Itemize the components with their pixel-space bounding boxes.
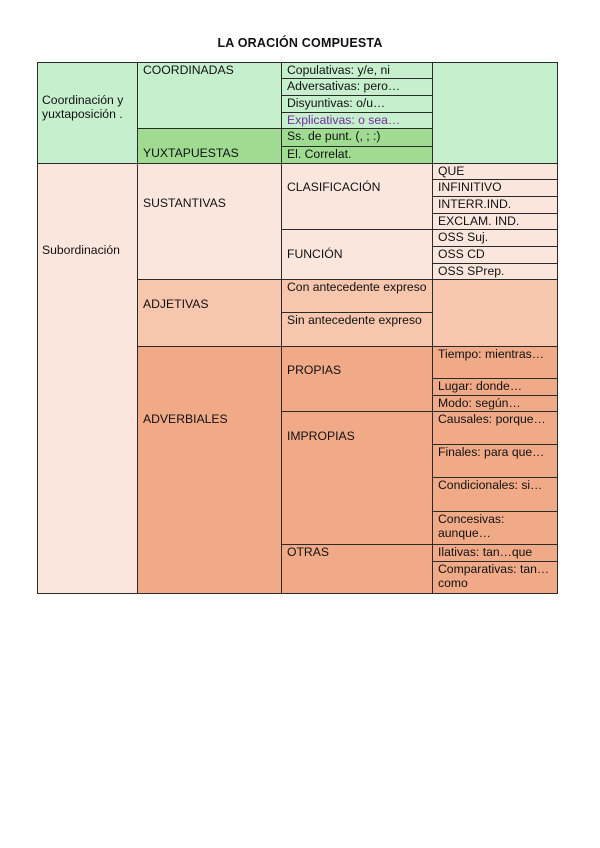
adjetivas-label: ADJETIVAS [143, 297, 209, 311]
row-divider [138, 279, 558, 280]
column-divider [432, 62, 433, 594]
coordinadas-label: COORDINADAS [143, 63, 234, 77]
row-divider [433, 378, 558, 379]
row-divider [138, 346, 558, 347]
clasificacion-item: EXCLAM. IND. [433, 213, 558, 229]
row-divider [282, 112, 433, 113]
otras-cell [282, 544, 433, 594]
otra-item: Ilativas: tan…que [433, 544, 558, 561]
table-border [557, 62, 558, 594]
coordinacion-cell [37, 62, 138, 163]
row-divider [282, 78, 433, 79]
impropias-label: IMPROPIAS [287, 429, 355, 443]
clasificacion-item: QUE [433, 163, 558, 179]
yuxtapuestas-cell [138, 128, 282, 163]
row-divider [282, 95, 433, 96]
coordinada-item: Copulativas: y/e, ni [282, 62, 433, 78]
adverbiales-label: ADVERBIALES [143, 412, 228, 426]
subordinacion-label: Subordinación [42, 243, 120, 257]
row-divider [37, 163, 558, 164]
adjetiva-item: Con antecedente expreso [282, 279, 433, 312]
page-title: LA ORACIÓN COMPUESTA [217, 36, 383, 50]
impropia-item: Causales: porque… [433, 411, 558, 444]
coordinacion-label: Coordinación y yuxtaposición . [42, 93, 124, 121]
propias-label: PROPIAS [287, 363, 342, 377]
yuxtapuesta-item: El. Correlat. [282, 146, 433, 163]
coordinadas-cell [138, 62, 282, 128]
propia-item: Lugar: donde… [433, 378, 558, 395]
coordinada-item-explicativas: Explicativas: o sea… [282, 112, 433, 128]
row-divider [433, 444, 558, 445]
impropias-cell [282, 411, 433, 544]
propia-item: Modo: según… [433, 395, 558, 411]
coordinada-item: Adversativas: pero… [282, 78, 433, 95]
clasificacion-item: INTERR.IND. [433, 196, 558, 213]
row-divider [433, 511, 558, 512]
column-divider [281, 62, 282, 594]
clasificacion-cell [282, 163, 433, 229]
row-divider [282, 229, 558, 230]
otras-label: OTRAS [287, 545, 329, 559]
propia-item: Tiempo: mientras… [433, 346, 558, 378]
row-divider [433, 395, 558, 396]
adjetivas-blank-cell [433, 279, 558, 346]
row-divider [138, 128, 433, 129]
impropia-item: Concesivas: aunque… [433, 511, 558, 544]
funcion-item: OSS SPrep. [433, 263, 558, 279]
sustantivas-cell [138, 163, 282, 279]
clasificacion-item: INFINITIVO [433, 179, 558, 196]
table-border [37, 593, 558, 594]
row-divider [282, 544, 558, 545]
adjetiva-item: Sin antecedente expreso [282, 312, 433, 346]
row-divider [282, 411, 558, 412]
funcion-item: OSS Suj. [433, 229, 558, 246]
otra-item: Comparativas: tan…como [433, 561, 558, 594]
row-divider [433, 263, 558, 264]
column-divider [137, 62, 138, 594]
clasificacion-label: CLASIFICACIÓN [287, 180, 381, 194]
table-border [37, 62, 38, 594]
coordinacion-blank-cell [433, 62, 558, 163]
row-divider [433, 196, 558, 197]
yuxtapuestas-label: YUXTAPUESTAS [143, 146, 239, 160]
row-divider [433, 477, 558, 478]
table-border [37, 62, 558, 63]
yuxtapuesta-item: Ss. de punt. (, ; :) [282, 128, 433, 146]
row-divider [433, 561, 558, 562]
propias-cell [282, 346, 433, 411]
funcion-item: OSS CD [433, 246, 558, 263]
row-divider [433, 246, 558, 247]
funcion-cell [282, 229, 433, 279]
adverbiales-cell [138, 346, 282, 594]
subordinacion-cell [37, 163, 138, 594]
row-divider [282, 146, 433, 147]
impropia-item: Finales: para que… [433, 444, 558, 477]
sustantivas-label: SUSTANTIVAS [143, 196, 226, 210]
adjetivas-cell [138, 279, 282, 346]
row-divider [433, 179, 558, 180]
row-divider [433, 213, 558, 214]
impropia-item: Condicionales: si… [433, 477, 558, 511]
row-divider [282, 312, 433, 313]
funcion-label: FUNCIÓN [287, 247, 343, 261]
coordinada-item: Disyuntivas: o/u… [282, 95, 433, 112]
